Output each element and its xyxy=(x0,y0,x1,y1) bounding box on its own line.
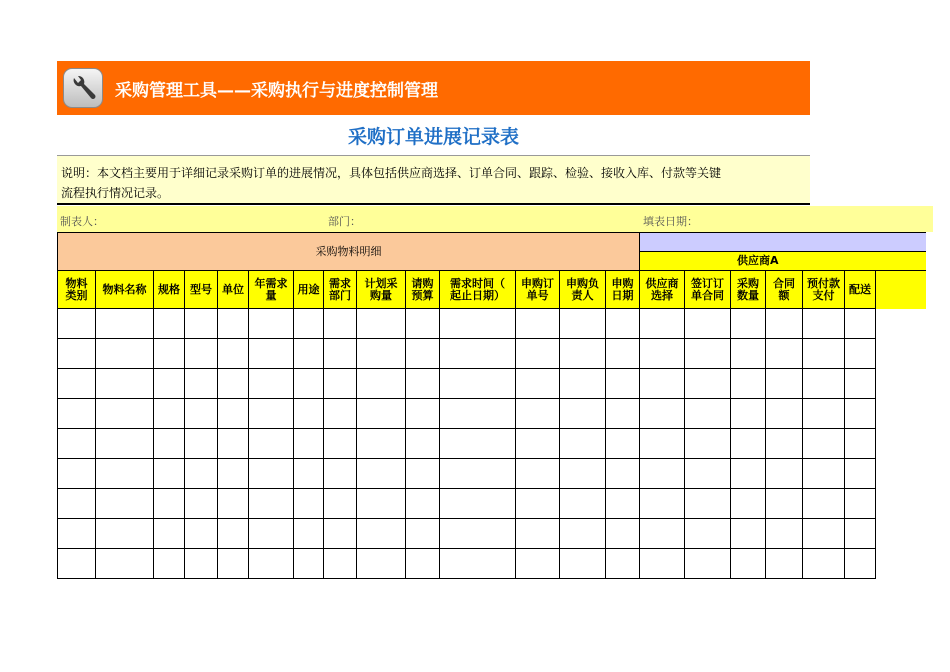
table-cell[interactable] xyxy=(96,309,154,339)
table-cell[interactable] xyxy=(440,369,516,399)
column-header-text: 类别 xyxy=(65,288,88,302)
table-cell[interactable] xyxy=(58,429,96,459)
column-header-text: 年需求 xyxy=(254,276,288,290)
table-cell[interactable] xyxy=(685,339,731,369)
table-cell[interactable] xyxy=(96,399,154,429)
column-header xyxy=(640,271,685,309)
table-cell[interactable] xyxy=(560,519,606,549)
column-header-text: 物料名称 xyxy=(102,282,147,296)
column-header-text: 申购负 xyxy=(566,276,599,290)
table-cell[interactable] xyxy=(58,549,96,579)
table-cell[interactable] xyxy=(731,519,766,549)
table-cell[interactable] xyxy=(58,489,96,519)
table-cell[interactable] xyxy=(440,549,516,579)
column-header-text: 采购 xyxy=(737,276,759,290)
table-cell[interactable] xyxy=(766,399,803,429)
table-cell[interactable] xyxy=(606,459,640,489)
table-row xyxy=(58,549,926,579)
table-cell[interactable] xyxy=(58,459,96,489)
table-cell[interactable] xyxy=(218,459,249,489)
table-cell[interactable] xyxy=(185,519,218,549)
table-cell[interactable] xyxy=(560,339,606,369)
table-cell[interactable] xyxy=(440,429,516,459)
table-cell[interactable] xyxy=(516,489,560,519)
table-row xyxy=(58,309,926,339)
table-cell[interactable] xyxy=(731,339,766,369)
table-cell[interactable] xyxy=(185,399,218,429)
column-header xyxy=(96,271,154,309)
column-header-text: 合同 xyxy=(773,276,795,290)
table-cell[interactable] xyxy=(357,549,406,579)
table-cell[interactable] xyxy=(218,399,249,429)
column-header-text: 申购订 xyxy=(521,276,554,290)
column-header xyxy=(606,271,640,309)
lavender-band xyxy=(640,233,926,252)
table-cell[interactable] xyxy=(516,519,560,549)
column-header-spacer xyxy=(876,271,926,309)
row-spacer xyxy=(876,489,926,519)
title-banner xyxy=(57,61,810,115)
column-header-text: 物料 xyxy=(65,276,88,290)
table-cell[interactable] xyxy=(406,519,440,549)
column-header xyxy=(324,271,357,309)
table-cell[interactable] xyxy=(516,369,560,399)
table-cell[interactable] xyxy=(606,339,640,369)
column-header-text: 用途 xyxy=(297,282,320,296)
table-cell[interactable] xyxy=(440,309,516,339)
table-cell[interactable] xyxy=(845,459,876,489)
table-cell[interactable] xyxy=(803,489,845,519)
table-cell[interactable] xyxy=(803,519,845,549)
table-cell[interactable] xyxy=(845,519,876,549)
table-cell[interactable] xyxy=(357,459,406,489)
table-cell[interactable] xyxy=(640,369,685,399)
column-header xyxy=(560,271,606,309)
table-cell[interactable] xyxy=(845,339,876,369)
table-cell[interactable] xyxy=(249,519,294,549)
column-header xyxy=(249,271,294,309)
table-row xyxy=(58,339,926,369)
table-cell[interactable] xyxy=(357,369,406,399)
table-cell[interactable] xyxy=(516,309,560,339)
row-spacer xyxy=(876,339,926,369)
table-cell[interactable] xyxy=(58,309,96,339)
table-cell[interactable] xyxy=(685,369,731,399)
table-cell[interactable] xyxy=(606,489,640,519)
table-cell[interactable] xyxy=(154,309,185,339)
table-cell[interactable] xyxy=(96,459,154,489)
table-cell[interactable] xyxy=(560,399,606,429)
table-cell[interactable] xyxy=(154,519,185,549)
table-cell[interactable] xyxy=(766,369,803,399)
table-cell[interactable] xyxy=(249,459,294,489)
table-cell[interactable] xyxy=(294,489,324,519)
table-cell[interactable] xyxy=(560,459,606,489)
table-cell[interactable] xyxy=(96,429,154,459)
column-header-text: 预算 xyxy=(411,288,434,302)
table-cell[interactable] xyxy=(803,429,845,459)
table-cell[interactable] xyxy=(185,369,218,399)
table-cell[interactable] xyxy=(185,459,218,489)
table-cell[interactable] xyxy=(406,309,440,339)
table-cell[interactable] xyxy=(249,339,294,369)
table-cell[interactable] xyxy=(731,369,766,399)
column-header-text: 预付款 xyxy=(807,276,840,290)
table-cell[interactable] xyxy=(185,549,218,579)
table-cell[interactable] xyxy=(685,309,731,339)
table-cell[interactable] xyxy=(766,459,803,489)
column-header xyxy=(516,271,560,309)
table-cell[interactable] xyxy=(606,519,640,549)
fill-date-label: 填表日期： xyxy=(643,215,698,228)
table-cell[interactable] xyxy=(766,339,803,369)
table-cell[interactable] xyxy=(560,369,606,399)
supplier-a-label: 供应商A xyxy=(640,252,876,271)
table-cell[interactable] xyxy=(324,369,357,399)
table-cell[interactable] xyxy=(357,489,406,519)
column-header-text: 需求时间（ xyxy=(450,276,505,290)
column-header-text: 单位 xyxy=(222,282,244,296)
note-line-2: 流程执行情况记录。 xyxy=(61,186,170,200)
table-cell[interactable] xyxy=(154,459,185,489)
table-cell[interactable] xyxy=(845,309,876,339)
table-cell[interactable] xyxy=(606,429,640,459)
column-header xyxy=(406,271,440,309)
table-cell[interactable] xyxy=(640,549,685,579)
table-cell[interactable] xyxy=(685,519,731,549)
table-cell[interactable] xyxy=(324,339,357,369)
table-cell[interactable] xyxy=(249,429,294,459)
table-cell[interactable] xyxy=(324,399,357,429)
table-cell[interactable] xyxy=(96,339,154,369)
table-cell[interactable] xyxy=(640,399,685,429)
table-row xyxy=(58,489,926,519)
column-header-text: 日期 xyxy=(611,288,634,302)
table-cell[interactable] xyxy=(96,519,154,549)
table-cell[interactable] xyxy=(640,429,685,459)
table-row xyxy=(58,519,926,549)
table-cell[interactable] xyxy=(516,459,560,489)
table-cell[interactable] xyxy=(640,339,685,369)
table-cell[interactable] xyxy=(640,489,685,519)
table-cell[interactable] xyxy=(560,489,606,519)
table-cell[interactable] xyxy=(324,309,357,339)
column-header-text: 配送 xyxy=(849,282,871,296)
table-cell[interactable] xyxy=(218,489,249,519)
column-header xyxy=(845,271,876,309)
table-cell[interactable] xyxy=(294,399,324,429)
table-cell[interactable] xyxy=(731,429,766,459)
table-cell[interactable] xyxy=(249,549,294,579)
column-header xyxy=(218,271,249,309)
table-cell[interactable] xyxy=(803,309,845,339)
table-cell[interactable] xyxy=(560,309,606,339)
table-cell[interactable] xyxy=(154,429,185,459)
table-cell[interactable] xyxy=(606,399,640,429)
table-cell[interactable] xyxy=(516,549,560,579)
row-spacer xyxy=(876,399,926,429)
table-cell[interactable] xyxy=(606,369,640,399)
column-header-text: 需求 xyxy=(329,276,351,290)
table-cell[interactable] xyxy=(766,489,803,519)
table-cell[interactable] xyxy=(406,549,440,579)
table-cell[interactable] xyxy=(803,459,845,489)
column-header-text: 单号 xyxy=(526,288,549,302)
table-cell[interactable] xyxy=(606,309,640,339)
table-cell[interactable] xyxy=(406,489,440,519)
order-progress-table xyxy=(57,232,926,579)
column-header-text: 申购 xyxy=(611,276,634,290)
table-cell[interactable] xyxy=(440,459,516,489)
note-line-1: 说明：本文档主要用于详细记录采购订单的进展情况，具体包括供应商选择、订单合同、跟踪、检验、接收入库、付款等关键 xyxy=(61,166,722,180)
column-header-text: 额 xyxy=(778,288,790,302)
column-header-text: 请购 xyxy=(411,276,434,290)
column-header xyxy=(357,271,406,309)
table-cell[interactable] xyxy=(731,459,766,489)
table-cell[interactable] xyxy=(803,369,845,399)
column-header-text: 量 xyxy=(265,288,277,302)
table-cell[interactable] xyxy=(731,399,766,429)
row-spacer xyxy=(876,459,926,489)
table-row xyxy=(58,369,926,399)
table-cell[interactable] xyxy=(154,399,185,429)
table-cell[interactable] xyxy=(58,339,96,369)
table-cell[interactable] xyxy=(766,549,803,579)
table-cell[interactable] xyxy=(685,429,731,459)
table-cell[interactable] xyxy=(96,549,154,579)
table-cell[interactable] xyxy=(294,339,324,369)
table-cell[interactable] xyxy=(731,309,766,339)
table-cell[interactable] xyxy=(218,519,249,549)
table-cell[interactable] xyxy=(640,309,685,339)
table-cell[interactable] xyxy=(803,339,845,369)
column-header xyxy=(803,271,845,309)
table-cell[interactable] xyxy=(185,309,218,339)
table-cell[interactable] xyxy=(731,489,766,519)
column-header-text: 支付 xyxy=(812,288,835,302)
column-header-text: 型号 xyxy=(190,282,212,296)
column-header-text: 起止日期） xyxy=(450,288,505,302)
column-header xyxy=(685,271,731,309)
table-cell[interactable] xyxy=(640,519,685,549)
table-cell[interactable] xyxy=(357,339,406,369)
column-header xyxy=(58,271,96,309)
table-cell[interactable] xyxy=(357,309,406,339)
table-cell[interactable] xyxy=(324,489,357,519)
table-cell[interactable] xyxy=(406,369,440,399)
description-note xyxy=(57,155,810,205)
table-cell[interactable] xyxy=(803,549,845,579)
table-cell[interactable] xyxy=(803,399,845,429)
column-header-text: 部门 xyxy=(329,288,351,302)
table-cell[interactable] xyxy=(440,489,516,519)
table-cell[interactable] xyxy=(685,459,731,489)
table-cell[interactable] xyxy=(440,399,516,429)
table-cell[interactable] xyxy=(185,429,218,459)
maker-label: 制表人： xyxy=(60,215,104,228)
table-cell[interactable] xyxy=(294,519,324,549)
table-cell[interactable] xyxy=(766,519,803,549)
table-cell[interactable] xyxy=(685,399,731,429)
table-cell[interactable] xyxy=(406,429,440,459)
table-cell[interactable] xyxy=(606,549,640,579)
table-cell[interactable] xyxy=(440,519,516,549)
table-cell[interactable] xyxy=(685,489,731,519)
table-cell[interactable] xyxy=(324,429,357,459)
column-header-text: 签订订 xyxy=(691,276,724,290)
table-cell[interactable] xyxy=(324,459,357,489)
table-cell[interactable] xyxy=(294,369,324,399)
table-cell[interactable] xyxy=(96,369,154,399)
table-cell[interactable] xyxy=(294,309,324,339)
table-cell[interactable] xyxy=(357,429,406,459)
table-cell[interactable] xyxy=(249,489,294,519)
wrench-icon xyxy=(63,68,103,108)
table-cell[interactable] xyxy=(96,489,154,519)
row-spacer xyxy=(876,429,926,459)
table-cell[interactable] xyxy=(731,549,766,579)
table-cell[interactable] xyxy=(516,339,560,369)
table-cell[interactable] xyxy=(845,489,876,519)
table-cell[interactable] xyxy=(685,549,731,579)
banner-title: 采购管理工具——采购执行与进度控制管理 xyxy=(115,81,438,101)
table-cell[interactable] xyxy=(766,309,803,339)
table-cell[interactable] xyxy=(406,339,440,369)
column-header-text: 供应商 xyxy=(645,276,679,290)
row-spacer xyxy=(876,369,926,399)
row-spacer xyxy=(876,309,926,339)
table-cell[interactable] xyxy=(406,459,440,489)
table-cell[interactable] xyxy=(406,399,440,429)
column-header-text: 责人 xyxy=(571,288,594,302)
column-header xyxy=(185,271,218,309)
table-cell[interactable] xyxy=(249,369,294,399)
table-cell[interactable] xyxy=(154,549,185,579)
table-cell[interactable] xyxy=(294,549,324,579)
table-cell[interactable] xyxy=(324,549,357,579)
table-cell[interactable] xyxy=(766,429,803,459)
row-spacer xyxy=(876,519,926,549)
table-cell[interactable] xyxy=(357,519,406,549)
column-header xyxy=(731,271,766,309)
table-cell[interactable] xyxy=(324,519,357,549)
table-cell[interactable] xyxy=(845,369,876,399)
table-cell[interactable] xyxy=(845,429,876,459)
table-cell[interactable] xyxy=(640,459,685,489)
table-cell[interactable] xyxy=(845,549,876,579)
table-cell[interactable] xyxy=(294,429,324,459)
table-cell[interactable] xyxy=(357,399,406,429)
table-cell[interactable] xyxy=(58,519,96,549)
table-cell[interactable] xyxy=(58,369,96,399)
table-cell[interactable] xyxy=(845,399,876,429)
column-header xyxy=(154,271,185,309)
table-cell[interactable] xyxy=(249,309,294,339)
column-header-text: 购量 xyxy=(370,288,392,302)
table-cell[interactable] xyxy=(516,429,560,459)
column-header-text: 数量 xyxy=(737,288,759,302)
row-spacer xyxy=(876,549,926,579)
column-header-text: 计划采 xyxy=(364,276,398,290)
table-cell[interactable] xyxy=(218,549,249,579)
table-cell[interactable] xyxy=(218,309,249,339)
column-header xyxy=(440,271,516,309)
table-cell[interactable] xyxy=(440,339,516,369)
column-header-text: 选择 xyxy=(651,288,673,302)
page-title: 采购订单进展记录表 xyxy=(347,126,519,148)
table-cell[interactable] xyxy=(185,489,218,519)
table-cell[interactable] xyxy=(218,369,249,399)
table-cell[interactable] xyxy=(58,399,96,429)
department-label: 部门： xyxy=(328,215,361,228)
column-header xyxy=(766,271,803,309)
table-row xyxy=(58,429,926,459)
supplier-a-fill xyxy=(876,252,926,271)
table-cell[interactable] xyxy=(560,549,606,579)
table-row xyxy=(58,459,926,489)
table-row xyxy=(58,399,926,429)
table-cell[interactable] xyxy=(154,489,185,519)
table-cell[interactable] xyxy=(218,429,249,459)
table-cell[interactable] xyxy=(516,399,560,429)
table-cell[interactable] xyxy=(154,339,185,369)
column-header xyxy=(294,271,324,309)
table-cell[interactable] xyxy=(560,429,606,459)
table-cell[interactable] xyxy=(294,459,324,489)
table-cell[interactable] xyxy=(154,369,185,399)
table-cell[interactable] xyxy=(185,339,218,369)
column-header-text: 规格 xyxy=(158,282,180,296)
table-cell[interactable] xyxy=(218,339,249,369)
form-meta-row xyxy=(57,206,933,232)
column-header-text: 单合同 xyxy=(691,288,724,302)
table-cell[interactable] xyxy=(249,399,294,429)
section-material-details: 采购物料明细 xyxy=(58,233,640,271)
